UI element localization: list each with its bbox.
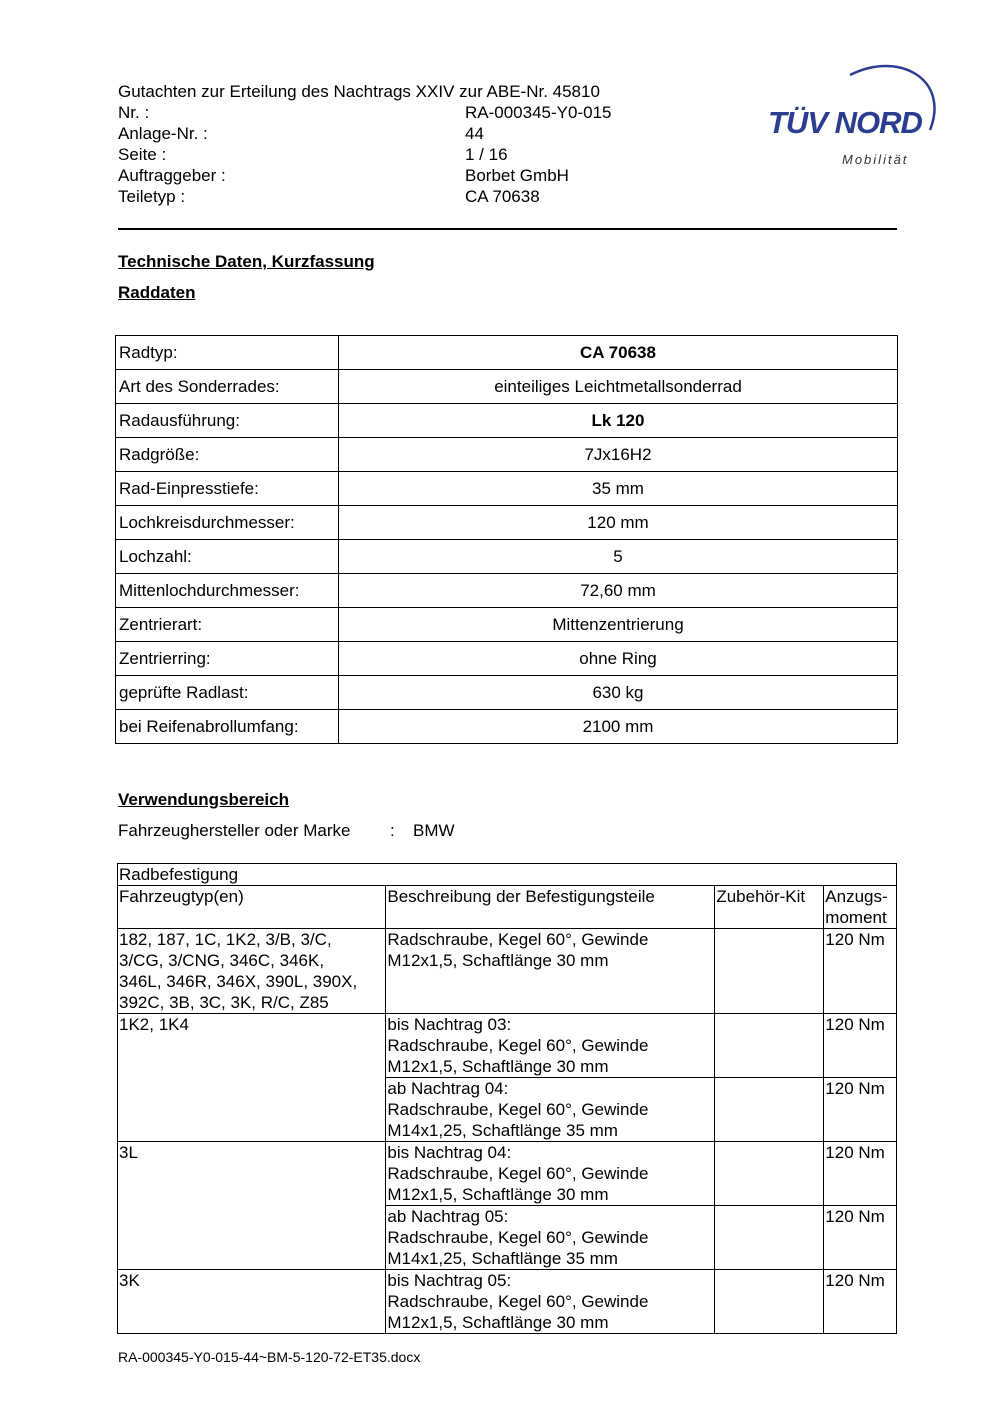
header-zubehoer-kit: Zubehör-Kit [715,886,824,929]
anzugsmoment-cell: 120 Nm [824,1078,897,1142]
table-row [118,1270,897,1334]
section-technische-daten: Technische Daten, Kurzfassung [118,252,375,271]
table-title: Radbefestigung [118,864,897,886]
table-row [116,506,898,540]
header-field-label: Teiletyp : [118,187,186,206]
hersteller-value: BMW [413,821,455,840]
beschreibung-cell [386,1270,715,1334]
cell-line: 3/CG, 3/CNG, 346C, 346K, [119,951,325,970]
table-row [116,370,898,404]
table-row [116,472,898,506]
table-row [116,710,898,744]
table-title-row [118,864,897,886]
cell-line: ab Nachtrag 05: [387,1207,509,1226]
raddaten-label: Mittenlochdurchmesser: [116,574,339,608]
zubehoer-kit-cell [715,1270,824,1334]
fahrzeugtyp-cell [118,1142,386,1270]
header-field-label: Seite : [118,145,167,164]
section-verwendungsbereich: Verwendungsbereich [118,790,289,809]
header-field-value: Borbet GmbH [465,166,569,185]
hersteller-label: Fahrzeughersteller oder Marke [118,821,351,840]
header-anzugsmoment-line1: Anzugs- [825,887,888,906]
table-row [118,1142,897,1206]
anzugsmoment-cell: 120 Nm [824,929,897,1014]
raddaten-value: 35 mm [339,472,898,506]
zubehoer-kit-cell [715,1142,824,1206]
raddaten-value: Mittenzentrierung [339,608,898,642]
beschreibung-cell [386,1206,715,1270]
table-row [116,540,898,574]
zubehoer-kit-cell [715,929,824,1014]
raddaten-label: Lochzahl: [116,540,339,574]
raddaten-table [115,335,898,744]
header-field-label: Auftraggeber : [118,166,226,185]
table-row [116,574,898,608]
cell-line: M12x1,5, Schaftlänge 30 mm [387,1313,609,1332]
header-field [118,165,569,186]
cell-line: M12x1,5, Schaftlänge 30 mm [387,1185,609,1204]
raddaten-label: Lochkreisdurchmesser: [116,506,339,540]
cell-line: M12x1,5, Schaftlänge 30 mm [387,1057,609,1076]
cell-line: bis Nachtrag 03: [387,1015,512,1034]
table-row [116,404,898,438]
logo-brand: TÜV NORD [768,105,922,140]
cell-line: M14x1,25, Schaftlänge 35 mm [387,1121,618,1140]
header-field [118,102,612,123]
tuev-nord-logo [760,55,945,175]
header-field [118,186,540,207]
header-field-label: Anlage-Nr. : [118,124,208,143]
raddaten-value: 5 [339,540,898,574]
table-row [116,676,898,710]
cell-line: Radschraube, Kegel 60°, Gewinde [387,1036,649,1055]
table-row [118,929,897,1014]
anzugsmoment-cell: 120 Nm [824,1014,897,1078]
header-field-label: Nr. : [118,103,150,122]
zubehoer-kit-cell [715,1078,824,1142]
anzugsmoment-cell: 120 Nm [824,1206,897,1270]
raddaten-label: Radgröße: [116,438,339,472]
cell-line: Radschraube, Kegel 60°, Gewinde [387,930,649,949]
fahrzeugtyp-cell [118,929,386,1014]
table-row [116,642,898,676]
raddaten-value: 72,60 mm [339,574,898,608]
table-row [118,1014,897,1078]
header-field-value: 44 [465,124,484,143]
header-field-value: RA-000345-Y0-015 [465,103,612,122]
cell-line: 1K2, 1K4 [119,1015,189,1034]
raddaten-label: Rad-Einpresstiefe: [116,472,339,506]
logo-subtitle: Mobilität [842,152,909,167]
cell-line: bis Nachtrag 05: [387,1271,512,1290]
radbefestigung-table [117,863,897,1334]
table-row [116,438,898,472]
section-raddaten: Raddaten [118,283,196,302]
cell-line: ab Nachtrag 04: [387,1079,509,1098]
header-field-value: CA 70638 [465,187,540,206]
zubehoer-kit-cell [715,1014,824,1078]
zubehoer-kit-cell [715,1206,824,1270]
document-title: Gutachten zur Erteilung des Nachtrags XXIV zur ABE-Nr. 45810 [118,82,600,101]
header-anzugsmoment [824,886,897,929]
cell-line: 392C, 3B, 3C, 3K, R/C, Z85 [119,993,329,1012]
cell-line: M12x1,5, Schaftlänge 30 mm [387,951,609,970]
header-field-value: 1 / 16 [465,145,508,164]
anzugsmoment-cell: 120 Nm [824,1142,897,1206]
table-row [116,608,898,642]
raddaten-value: CA 70638 [339,336,898,370]
cell-line: 3L [119,1143,138,1162]
anzugsmoment-cell: 120 Nm [824,1270,897,1334]
header-divider [118,228,897,230]
header-beschreibung: Beschreibung der Befestigungsteile [386,886,715,929]
cell-line: M14x1,25, Schaftlänge 35 mm [387,1249,618,1268]
footer-filename: RA-000345-Y0-015-44~BM-5-120-72-ET35.docx [118,1349,421,1365]
beschreibung-cell [386,1014,715,1078]
raddaten-value: 2100 mm [339,710,898,744]
table-row [116,336,898,370]
raddaten-label: Radausführung: [116,404,339,438]
header-anzugsmoment-line2: moment [825,908,887,927]
cell-line: Radschraube, Kegel 60°, Gewinde [387,1164,649,1183]
raddaten-value: 7Jx16H2 [339,438,898,472]
fahrzeugtyp-cell [118,1014,386,1142]
table-header-row [118,886,897,929]
hersteller-separator: : [390,821,395,840]
raddaten-label: Art des Sonderrades: [116,370,339,404]
raddaten-label: geprüfte Radlast: [116,676,339,710]
header-field [118,144,508,165]
raddaten-value: ohne Ring [339,642,898,676]
raddaten-value: Lk 120 [339,404,898,438]
cell-line: Radschraube, Kegel 60°, Gewinde [387,1100,649,1119]
cell-line: Radschraube, Kegel 60°, Gewinde [387,1228,649,1247]
cell-line: 346L, 346R, 346X, 390L, 390X, [119,972,358,991]
raddaten-label: bei Reifenabrollumfang: [116,710,339,744]
cell-line: bis Nachtrag 04: [387,1143,512,1162]
raddaten-value: 120 mm [339,506,898,540]
header-field [118,123,484,144]
header-fahrzeugtyp: Fahrzeugtyp(en) [118,886,386,929]
cell-line: 182, 187, 1C, 1K2, 3/B, 3/C, [119,930,332,949]
raddaten-label: Radtyp: [116,336,339,370]
cell-line: Radschraube, Kegel 60°, Gewinde [387,1292,649,1311]
raddaten-value: 630 kg [339,676,898,710]
raddaten-label: Zentrierart: [116,608,339,642]
beschreibung-cell [386,1142,715,1206]
raddaten-value: einteiliges Leichtmetallsonderrad [339,370,898,404]
cell-line: 3K [119,1271,140,1290]
beschreibung-cell [386,929,715,1014]
fahrzeugtyp-cell [118,1270,386,1334]
beschreibung-cell [386,1078,715,1142]
raddaten-label: Zentrierring: [116,642,339,676]
